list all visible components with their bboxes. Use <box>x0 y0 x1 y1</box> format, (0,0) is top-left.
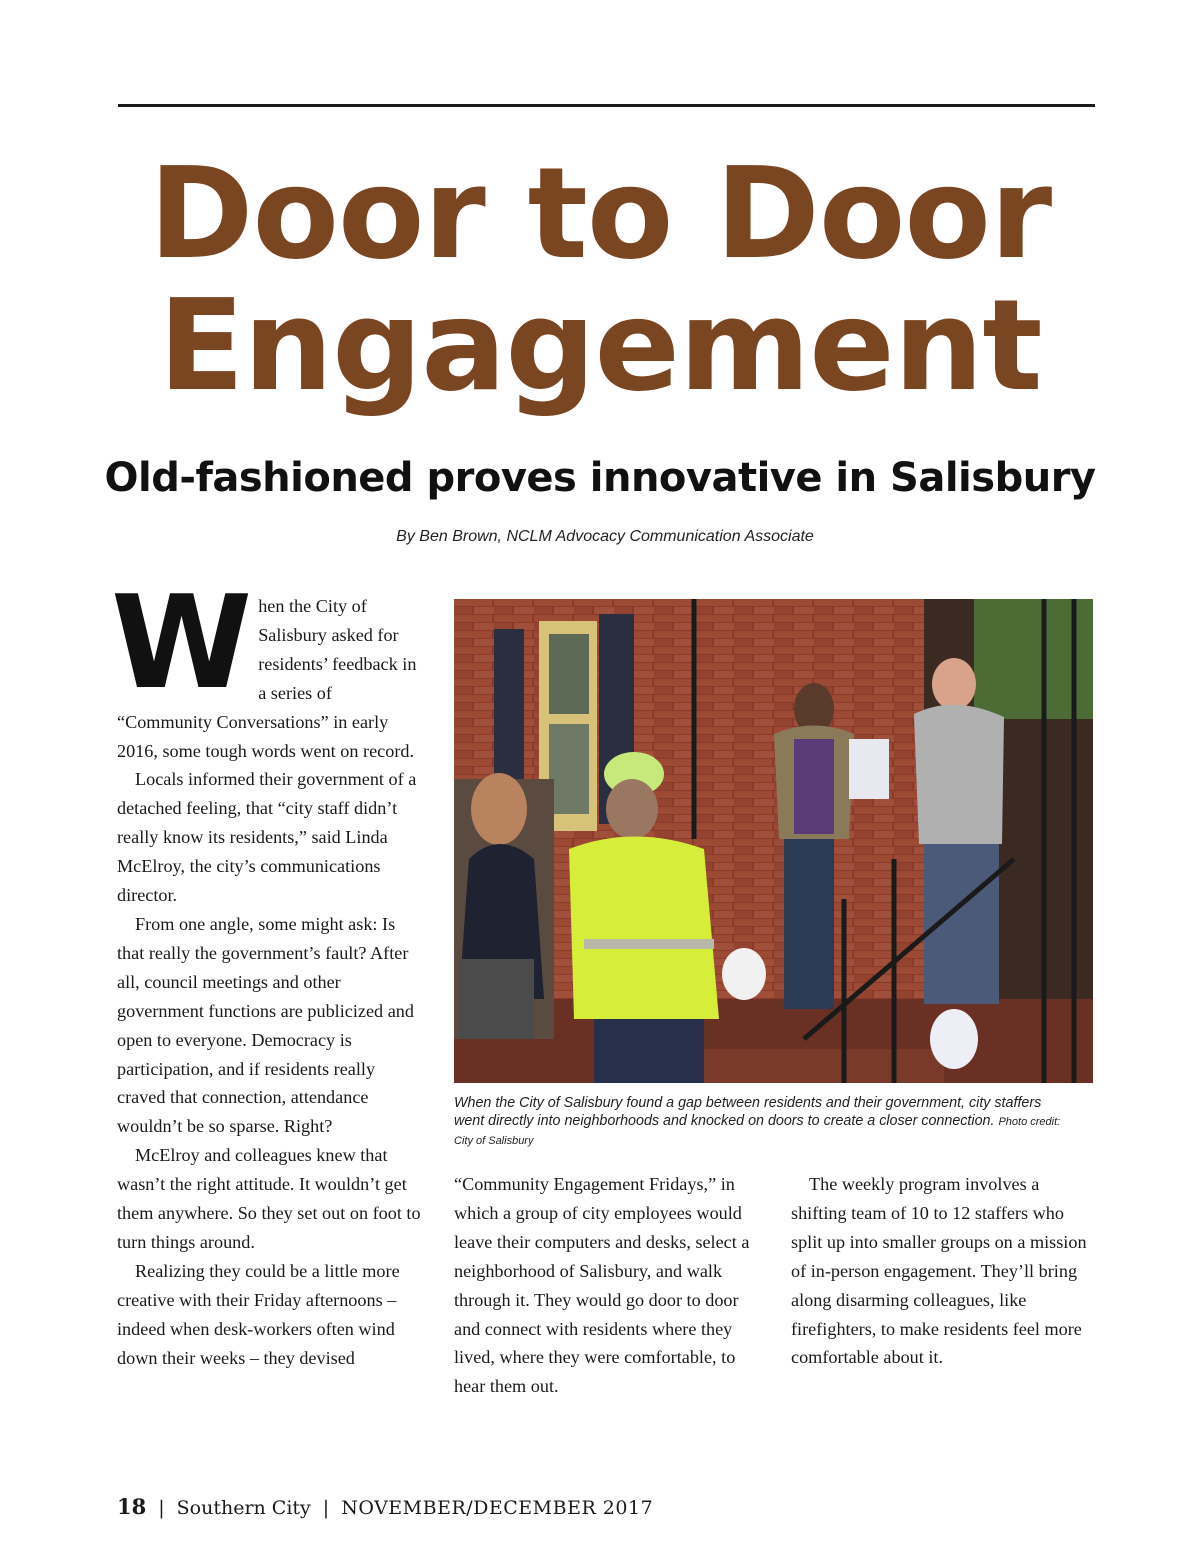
page-footer <box>117 1494 653 1519</box>
article-paragraph: Realizing they could be a little more creative with their Friday afternoons – indeed when desk-workers often wind down their weeks – they devised <box>117 1260 400 1368</box>
page-number: 18 <box>117 1494 147 1519</box>
headline-line-1: Door to Door <box>148 140 1052 287</box>
headline <box>0 140 1200 419</box>
article-paragraph: “Community Engagement Fridays,” in which a group of city employees would leave their computers and desks, select a neighborhood of Salisbury, and walk through it. They would go door to door and connect with residents where they lived, where they were comfortable, to hear them out. <box>454 1174 750 1397</box>
article-column-3 <box>791 1170 1091 1372</box>
paragraph-text: hen the City of Salisbury asked for residents’ feedback in a series of “Community Conversations” in early 2016, some tough words went on record. <box>117 596 417 761</box>
article-column-1 <box>111 569 423 1372</box>
caption-text: When the City of Salisbury found a gap between residents and their government, city staffers went directly into neighborhoods and knocked on doors to create a closer connection. <box>454 1095 1042 1129</box>
headline-line-2: Engagement <box>158 272 1042 419</box>
byline: By Ben Brown, NCLM Advocacy Communication Associate <box>396 528 814 545</box>
photo-caption <box>454 1094 1074 1150</box>
article-photo <box>454 599 1093 1083</box>
issue-date: NOVEMBER/DECEMBER 2017 <box>341 1497 654 1519</box>
article-paragraph: From one angle, some might ask: Is that really the government’s fault? After all, council meetings and other government functions are publicized and open to everyone. Democracy is participation, and if residents really craved that connection, attendance wouldn’t be so sparse. Right? <box>117 913 414 1137</box>
article-paragraph: McElroy and colleagues knew that wasn’t the right attitude. It wouldn’t get them anywhere. So they set out on foot to turn things around. <box>117 1145 421 1252</box>
photo-credit: Photo credit: City of Salisbury <box>454 1116 1061 1147</box>
footer-separator: | <box>158 1497 165 1519</box>
drop-cap: W <box>111 569 253 718</box>
subheadline: Old-fashioned proves innovative in Salisbury <box>104 455 1096 501</box>
article-paragraph <box>111 569 423 765</box>
article-column-2 <box>454 1170 760 1401</box>
footer-separator: | <box>322 1497 330 1519</box>
magazine-name: Southern City <box>176 1497 311 1519</box>
article-paragraph: The weekly program involves a shifting team of 10 to 12 staffers who split up into smaller groups on a mission of in-person engagement. They’ll bring along disarming colleagues, like firefighters, to make residents feel more comfortable about it. <box>791 1174 1087 1368</box>
top-rule <box>118 104 1095 107</box>
article-paragraph: Locals informed their government of a detached feeling, that “city staff didn’t really know its residents,” said Linda McElroy, the city’s communications director. <box>117 769 417 906</box>
